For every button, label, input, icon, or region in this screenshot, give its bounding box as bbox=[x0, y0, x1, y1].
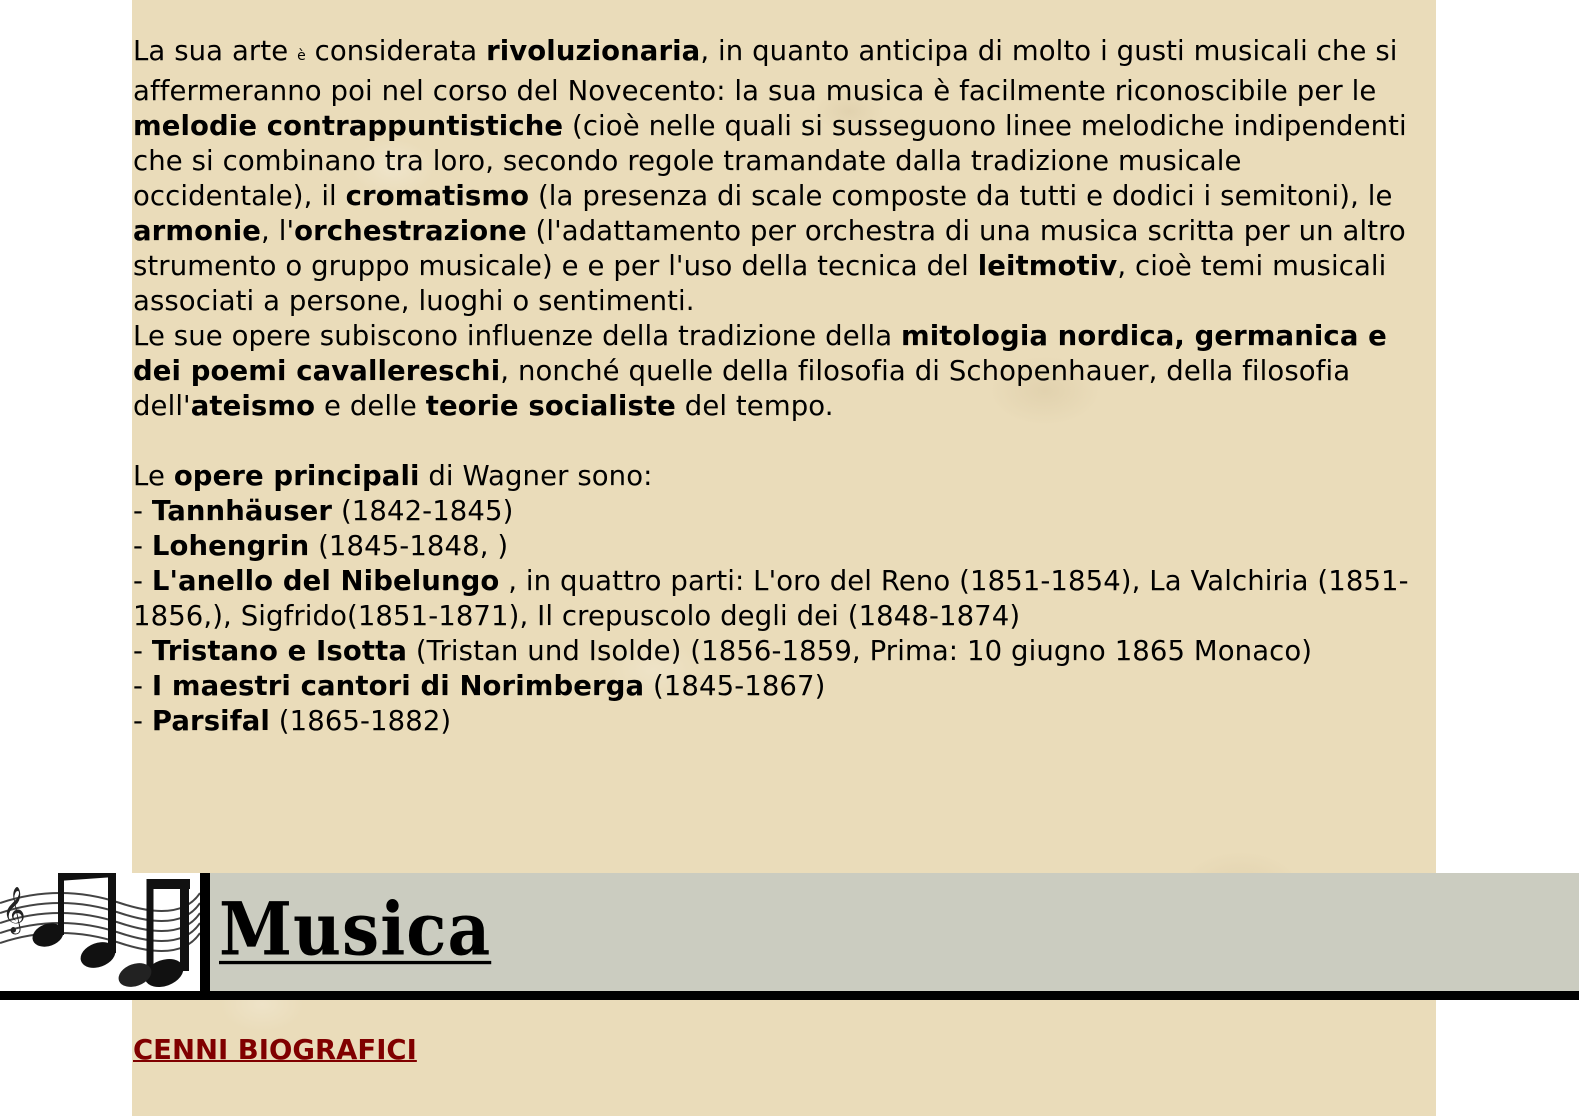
bold-term: leitmotiv bbox=[977, 250, 1118, 282]
svg-text:𝄞: 𝄞 bbox=[2, 887, 26, 933]
list-dash: - bbox=[133, 530, 152, 562]
text-span: , nonché quelle della filosofia di Schopenhauer, della filosofia dell' bbox=[133, 355, 1351, 422]
music-notes-icon bbox=[0, 873, 200, 991]
text-span: , in quanto anticipa di molto i gusti musicali che si affermeranno poi nel corso del Novecento: la sua musica è facilmente riconoscibile per le bbox=[133, 35, 1398, 107]
paragraph-influences bbox=[133, 319, 1428, 424]
works-intro bbox=[133, 459, 1428, 494]
work-detail: (1865-1882) bbox=[269, 705, 452, 737]
list-dash: - bbox=[133, 705, 152, 737]
bio-link[interactable]: CENNI BIOGRAFICI bbox=[133, 1034, 417, 1066]
work-title: Parsifal bbox=[151, 705, 270, 737]
text-span: , l' bbox=[261, 215, 295, 247]
work-detail: , in quattro parti: L'oro del Reno (1851-1854), La Valchiria (1851-1856,), Sigfrido(1851-1871), Il crepuscolo degli dei (1848-1874) bbox=[133, 565, 1409, 632]
banner-title[interactable]: Musica bbox=[219, 886, 492, 972]
bold-term: melodie contrappuntistiche bbox=[133, 110, 564, 142]
musica-banner bbox=[0, 873, 1579, 991]
text-span: La sua arte bbox=[133, 35, 298, 67]
banner-bottom-rule bbox=[0, 991, 1579, 1000]
text-span: Le bbox=[133, 460, 174, 492]
work-item bbox=[133, 634, 1428, 669]
bold-term: cromatismo bbox=[345, 180, 530, 212]
bold-term: armonie bbox=[133, 215, 262, 247]
work-detail: (1845-1848, ) bbox=[309, 530, 509, 562]
text-span: , cioè temi musicali associati a persone, luoghi o sentimenti. bbox=[133, 250, 1387, 317]
list-dash: - bbox=[133, 565, 152, 597]
text-span: del tempo. bbox=[675, 390, 834, 422]
work-title: Tristano e Isotta bbox=[151, 635, 407, 667]
work-item bbox=[133, 494, 1428, 529]
work-detail: (1845-1867) bbox=[644, 670, 826, 702]
banner-divider bbox=[200, 873, 210, 991]
text-span: è bbox=[297, 48, 306, 64]
bold-term: ateismo bbox=[190, 390, 316, 422]
text-span: considerata bbox=[305, 35, 487, 67]
text-span: (la presenza di scale composte da tutti e dodici i semitoni), le bbox=[529, 180, 1393, 212]
bold-term: mitologia nordica, germanica e dei poemi cavallereschi bbox=[133, 320, 1387, 387]
work-title: I maestri cantori di Norimberga bbox=[151, 670, 645, 702]
text-span: Le sue opere subiscono influenze della tradizione della bbox=[133, 320, 901, 352]
main-text bbox=[133, 34, 1428, 739]
work-item bbox=[133, 564, 1428, 634]
work-item bbox=[133, 669, 1428, 704]
list-dash: - bbox=[133, 635, 152, 667]
paragraph-style bbox=[133, 34, 1428, 319]
text-span: (l'adattamento per orchestra di una musica scritta per un altro strumento o gruppo musicale) e e per l'uso della tecnica del bbox=[133, 215, 1406, 282]
list-dash: - bbox=[133, 495, 152, 527]
text-span: e delle bbox=[315, 390, 426, 422]
bold-term: opere principali bbox=[173, 460, 420, 492]
bold-term: orchestrazione bbox=[294, 215, 527, 247]
work-item bbox=[133, 704, 1428, 739]
work-title: Lohengrin bbox=[151, 530, 310, 562]
work-title: L'anello del Nibelungo bbox=[151, 565, 500, 597]
bold-term: teorie socialiste bbox=[425, 390, 676, 422]
blank-line bbox=[133, 424, 1428, 459]
bold-term: rivoluzionaria bbox=[486, 35, 701, 67]
text-span: di Wagner sono: bbox=[419, 460, 653, 492]
text-span: (cioè nelle quali si susseguono linee melodiche indipendenti che si combinano tra loro, secondo regole tramandate dalla tradizione musicale occidentale), il bbox=[133, 110, 1407, 212]
work-detail: (Tristan und Isolde) (1856-1859, Prima: 10 giugno 1865 Monaco) bbox=[406, 635, 1313, 667]
work-title: Tannhäuser bbox=[151, 495, 333, 527]
work-item bbox=[133, 529, 1428, 564]
work-detail: (1842-1845) bbox=[332, 495, 514, 527]
list-dash: - bbox=[133, 670, 152, 702]
